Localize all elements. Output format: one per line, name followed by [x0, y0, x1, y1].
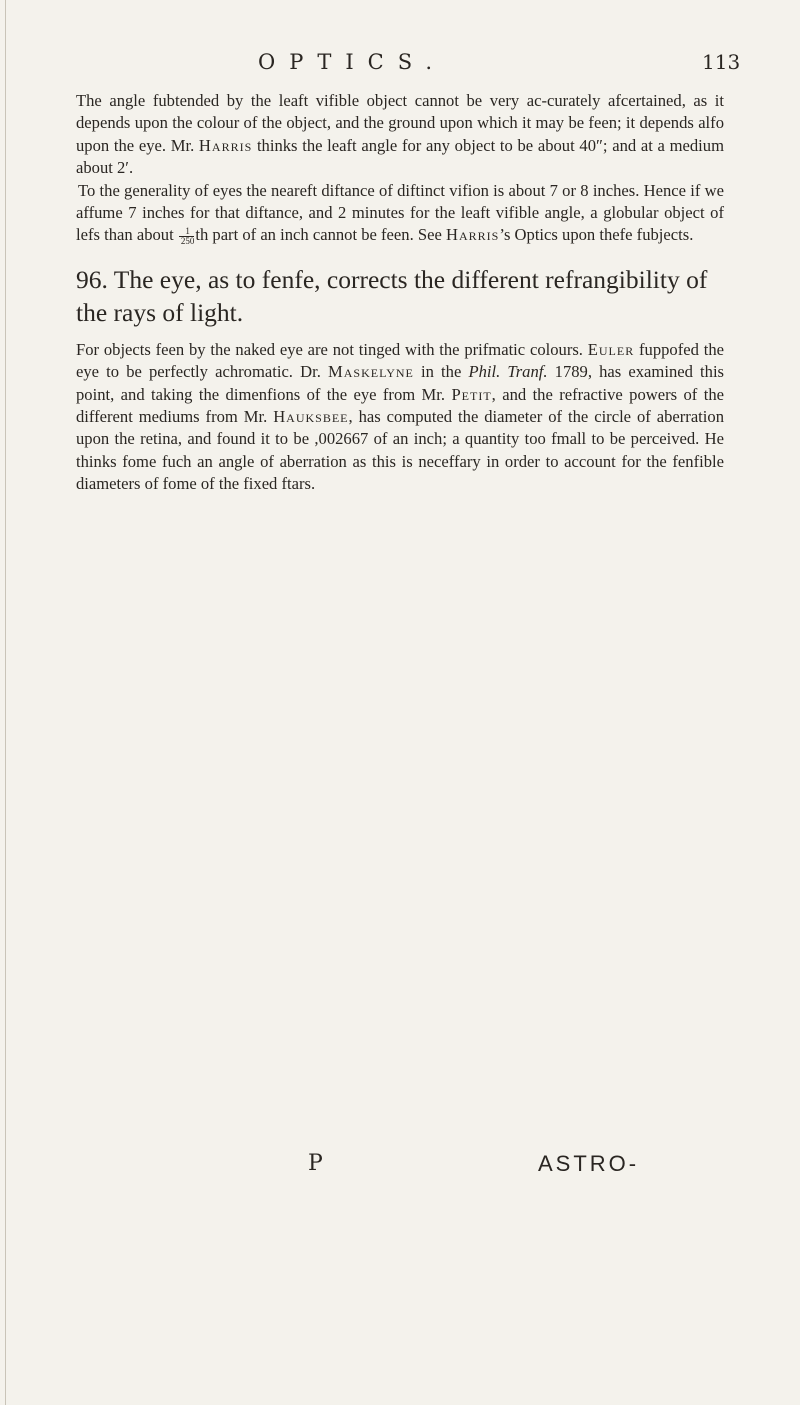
text-run: in the: [413, 362, 469, 382]
text-run: thinks the leaft angle for any object to be about 40″; and at a medium about 2′.: [76, 135, 724, 178]
body-text: [76, 90, 724, 496]
fraction: [179, 227, 195, 246]
signature-mark: P: [308, 1151, 323, 1176]
section-heading: 96. The eye, as to fenfe, corrects the different refrangibility of the rays of light.: [76, 264, 708, 327]
author-name: Harris: [446, 225, 500, 245]
author-name: Euler: [587, 339, 635, 359]
page-number: 113: [702, 50, 741, 74]
fraction-denominator: 250: [180, 236, 195, 247]
page-edge: [5, 0, 6, 1405]
author-name: Petit: [451, 384, 492, 404]
author-name: Maskelyne: [327, 362, 414, 382]
text-run: ’s Optics upon thefe fubjects.: [499, 225, 694, 245]
text-run: , and the refractive powers of the different mediums from Mr.: [76, 384, 724, 427]
text-run: For objects feen by the naked eye are not tinged with the prifmatic colours.: [76, 339, 588, 359]
text-run: 1789, has examined this point, and taking the dimenfions of the eye from Mr.: [76, 362, 725, 404]
paragraph-achromatic: [76, 339, 724, 496]
fraction-numerator: 1: [179, 227, 195, 237]
author-name: Harris: [198, 135, 253, 155]
catchword: ASTRO-: [538, 1151, 640, 1176]
text-run: , has computed the diameter of the circle of aberration upon the retina, and found it to be ,002667 of an inch; a quantity too fmall to be perceived. He thinks fome fuch an angle of aberration as this is neceffary in order to account for the fenfible diameters of fome of the fixed ftars.: [76, 407, 724, 494]
text-run: th part of an inch cannot be feen. See: [195, 225, 446, 245]
journal-title: Phil. Tranf.: [468, 362, 548, 382]
text-run: To the generality of eyes the neareft diftance of diftinct vifion is about 7 or 8 inches. Hence if we affume 7 inches for that diftance, and 2 minutes for the leaft vifible angle, a globular object of lefs than about: [76, 180, 724, 245]
author-name: Hauksbee: [273, 407, 349, 427]
text-run: fuppofed the eye to be perfectly achromatic. Dr.: [76, 339, 724, 382]
text-run: The angle fubtended by the leaft vifible object cannot be very ac-curately afcertained, as it depends upon the colour of the object, and the ground upon which it may be feen; it depends alfo upon the eye. Mr.: [76, 91, 724, 155]
running-head: OPTICS.: [258, 50, 447, 74]
paragraph-angle: [76, 90, 724, 180]
paragraph-distance: [76, 180, 724, 247]
